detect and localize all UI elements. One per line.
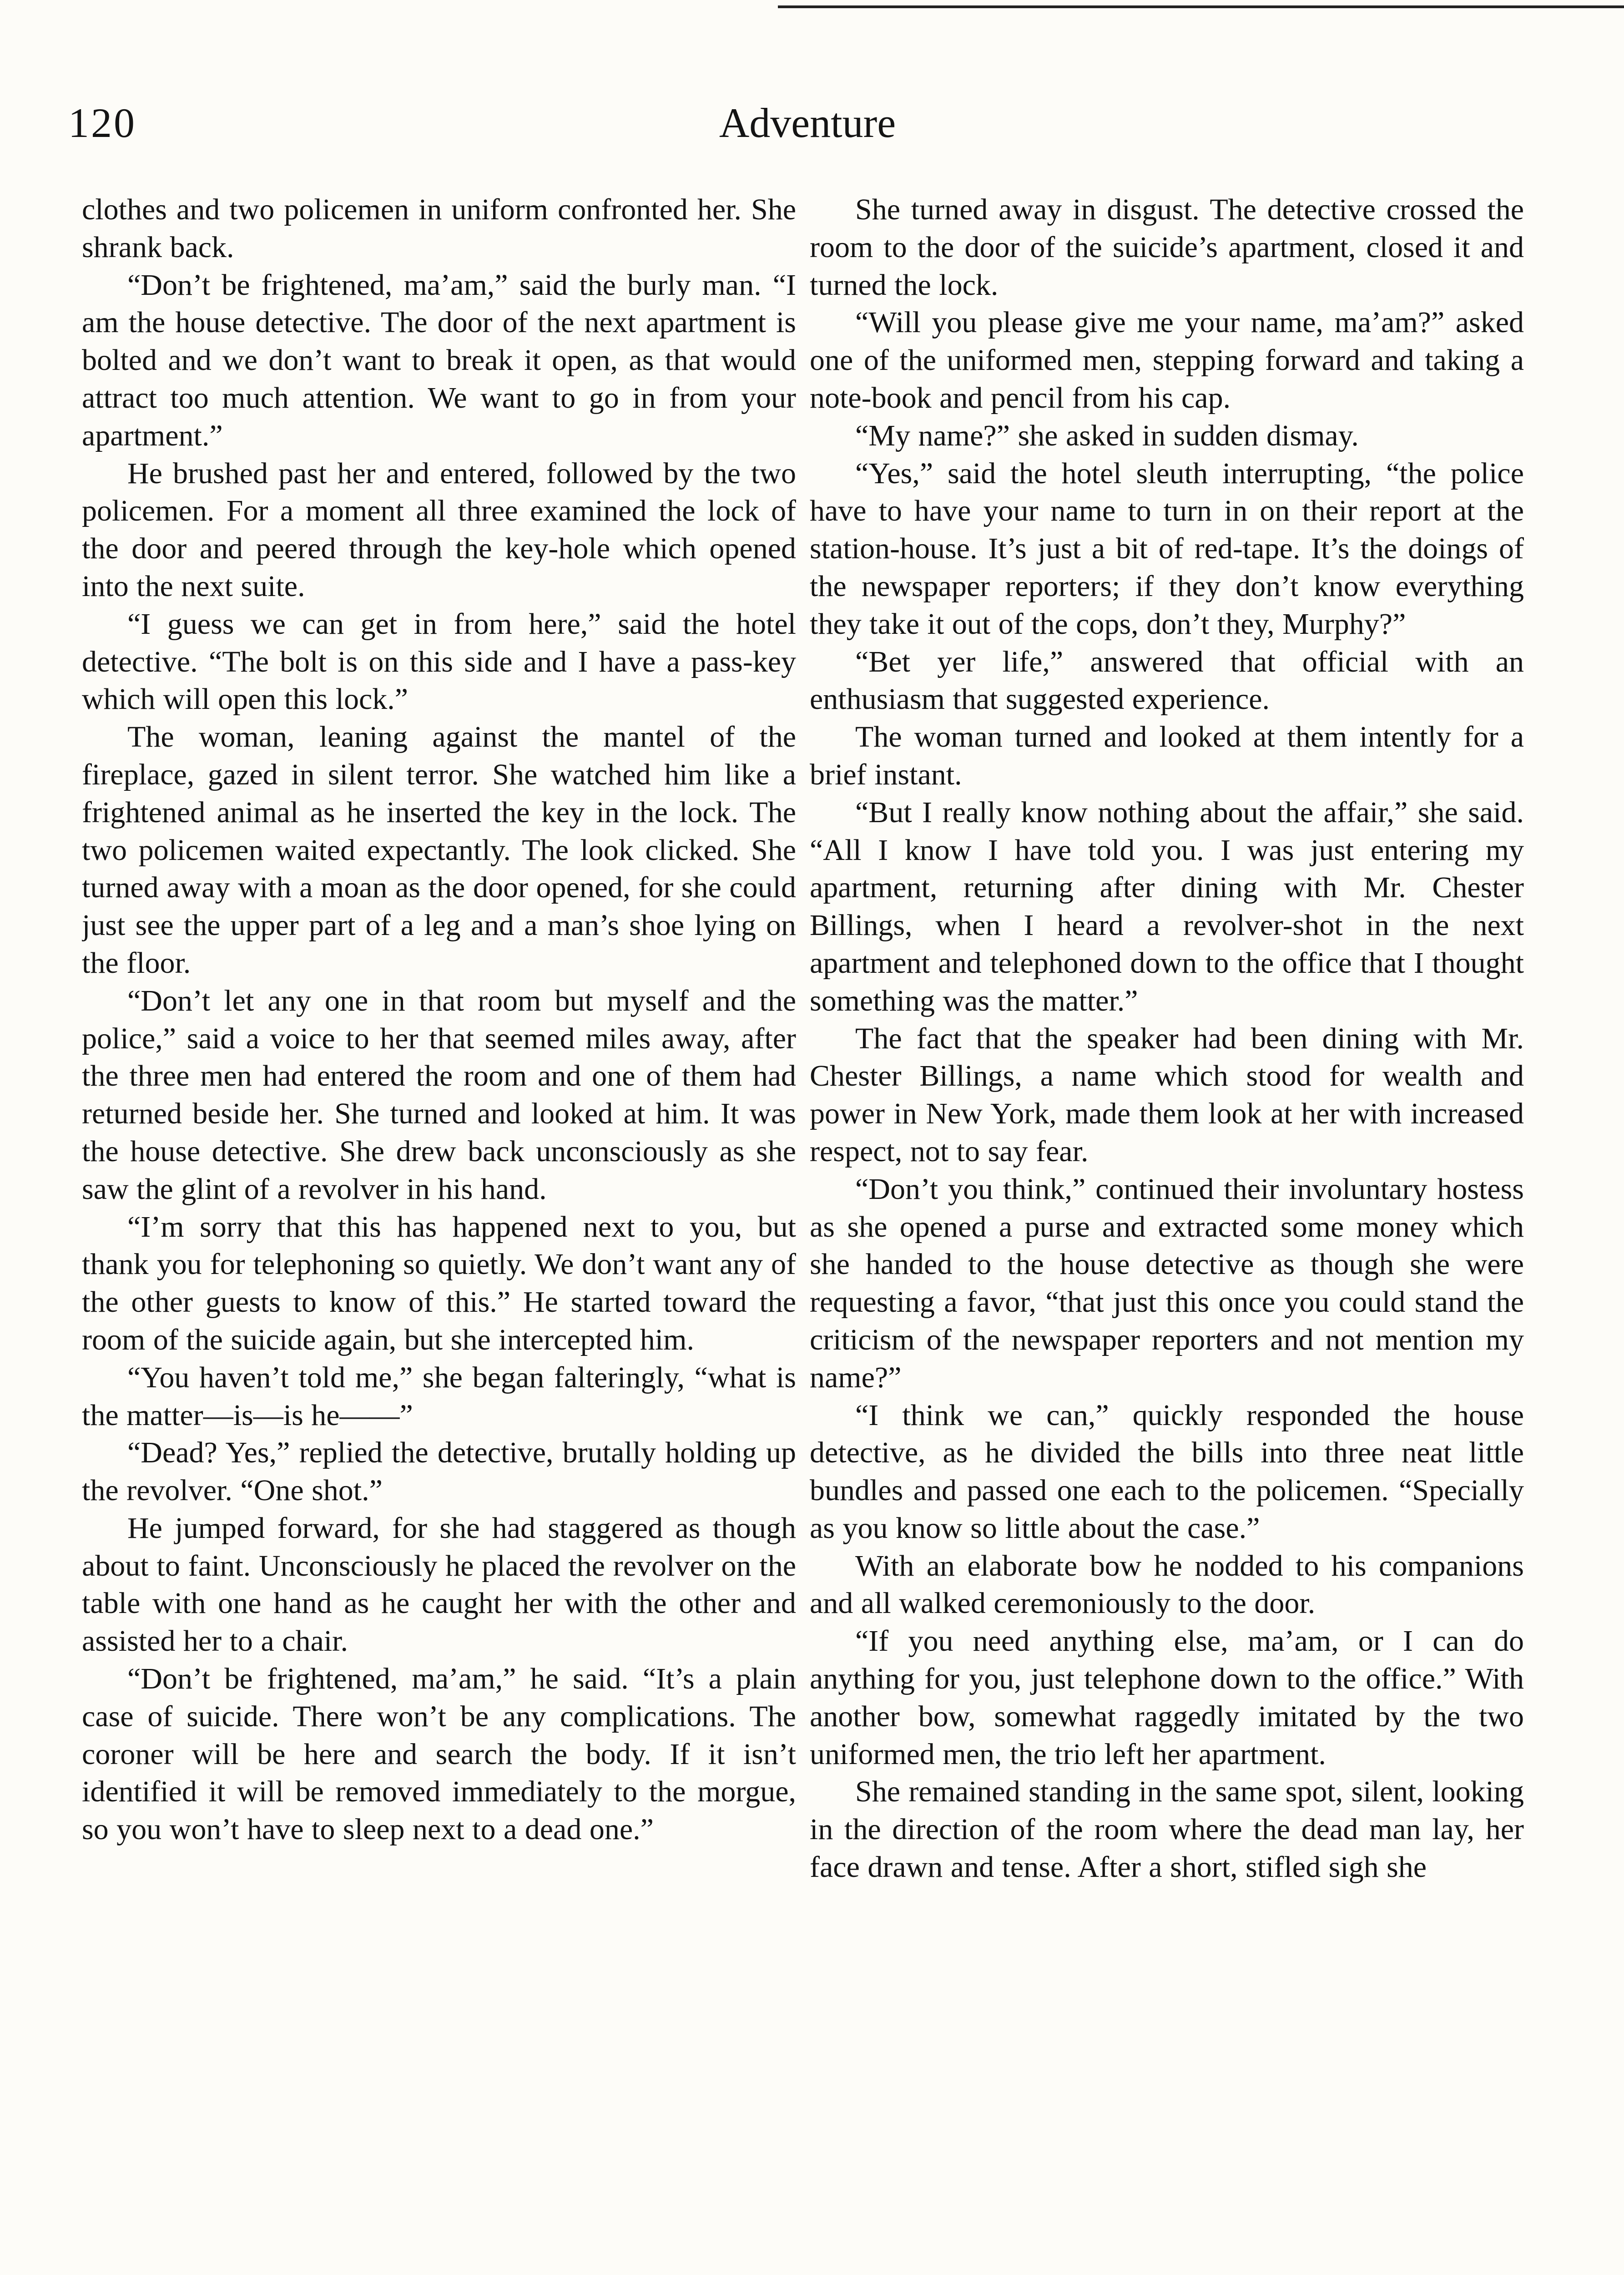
paragraph: He brushed past her and entered, followed by the two policemen. For a moment all three examined the lock of the door and peered through the key-hole which opened into the next suite. xyxy=(82,456,796,603)
paragraph: “Don’t be frightened, ma’am,” said the burly man. “I am the house detective. The door of the next apartment is bolted and we don’t want to break it open, as that would attract too much attention. We want to go in from your apartment.” xyxy=(82,268,796,452)
paragraph: “Dead? Yes,” replied the detective, brutally holding up the revolver. “One shot.” xyxy=(82,1436,796,1507)
paragraph: “Don’t let any one in that room but myself and the police,” said a voice to her that seemed miles away, after the three men had entered the room and one of them had returned beside her. She turned and looked at him. It was the house detective. She drew back unconsciously as she saw the glint of a revolver in his hand. xyxy=(82,984,796,1206)
paragraph: She remained standing in the same spot, silent, looking in the direction of the room where the dead man lay, her face drawn and tense. After a short, stifled sigh she xyxy=(810,1775,1524,1884)
paragraph: “Don’t you think,” continued their involuntary hostess as she opened a purse and extracted some money which she handed to the house detective as though she were requesting a favor, “that just this once you could stand the criticism of the newspaper reporters and not mention my name?” xyxy=(810,1172,1524,1394)
paragraph: “You haven’t told me,” she began falteringly, “what is the matter—is—is he——” xyxy=(82,1360,796,1432)
running-title: Adventure xyxy=(719,100,896,146)
left-column xyxy=(82,191,796,2275)
paragraph: The fact that the speaker had been dining with Mr. Chester Billings, a name which stood for wealth and power in New York, made them look at her with increased respect, not to say fear. xyxy=(810,1021,1524,1168)
paragraph: “But I really know nothing about the affair,” she said. “All I know I have told you. I was just entering my apartment, returning after dining with Mr. Chester Billings, when I heard a revolver-shot in the next apartment and telephoned down to the office that I thought something was the matter.” xyxy=(810,795,1524,1017)
paragraph: “I guess we can get in from here,” said the hotel detective. “The bolt is on this side and I have a pass-key which will open this lock.” xyxy=(82,607,796,716)
page-header xyxy=(68,91,1547,155)
paragraph: “Will you please give me your name, ma’am?” asked one of the uniformed men, stepping forward and taking a note-book and pencil from his cap. xyxy=(810,306,1524,415)
paragraph: With an elaborate bow he nodded to his companions and all walked ceremoniously to the door. xyxy=(810,1549,1524,1620)
paragraph: “Bet yer life,” answered that official with an enthusiasm that suggested experience. xyxy=(810,645,1524,716)
paragraph: “My name?” she asked in sudden dismay. xyxy=(855,419,1359,452)
right-column xyxy=(810,191,1524,2275)
paragraph: “Yes,” said the hotel sleuth interrupting, “the police have to have your name to turn in on their report at the station-house. It’s just a bit of red-tape. It’s the doings of the newspaper reporters; if they don’t know everything they take it out of the cops, don’t they, Murphy?” xyxy=(810,456,1524,641)
paragraph: The woman turned and looked at them intently for a brief instant. xyxy=(810,720,1524,791)
paragraph: The woman, leaning against the mantel of the fireplace, gazed in silent terror. She watched him like a frightened animal as he inserted the key in the lock. The two policemen waited expectantly. The look clicked. She turned away with a moan as the door opened, for she could just see the upper part of a leg and a man’s shoe lying on the floor. xyxy=(82,720,796,980)
paragraph: “If you need anything else, ma’am, or I can do anything for you, just telephone down to the office.” With another bow, somewhat raggedly imitated by the two uniformed men, the trio left her apartment. xyxy=(810,1624,1524,1771)
paragraph: He jumped forward, for she had staggered as though about to faint. Unconsciously he placed the revolver on the table with one hand as he caught her with the other and assisted her to a chair. xyxy=(82,1511,796,1658)
paragraph: She turned away in disgust. The detective crossed the room to the door of the suicide’s apartment, closed it and turned the lock. xyxy=(810,193,1524,302)
paragraph: clothes and two policemen in uniform confronted her. She shrank back. xyxy=(82,193,796,264)
top-rule xyxy=(778,5,1624,8)
paragraph: “I think we can,” quickly responded the house detective, as he divided the bills into three neat little bundles and passed one each to the policemen. “Specially as you know so little about the case.” xyxy=(810,1398,1524,1545)
paragraph: “I’m sorry that this has happened next to you, but thank you for telephoning so quietly. We don’t want any of the other guests to know of this.” He started toward the room of the suicide again, but she intercepted him. xyxy=(82,1210,796,1356)
paragraph: “Don’t be frightened, ma’am,” he said. “It’s a plain case of suicide. There won’t be any complications. The coroner will be here and search the body. If it isn’t identified it will be removed immediately to the morgue, so you won’t have to sleep next to a dead one.” xyxy=(82,1662,796,1846)
page-number: 120 xyxy=(68,100,136,146)
